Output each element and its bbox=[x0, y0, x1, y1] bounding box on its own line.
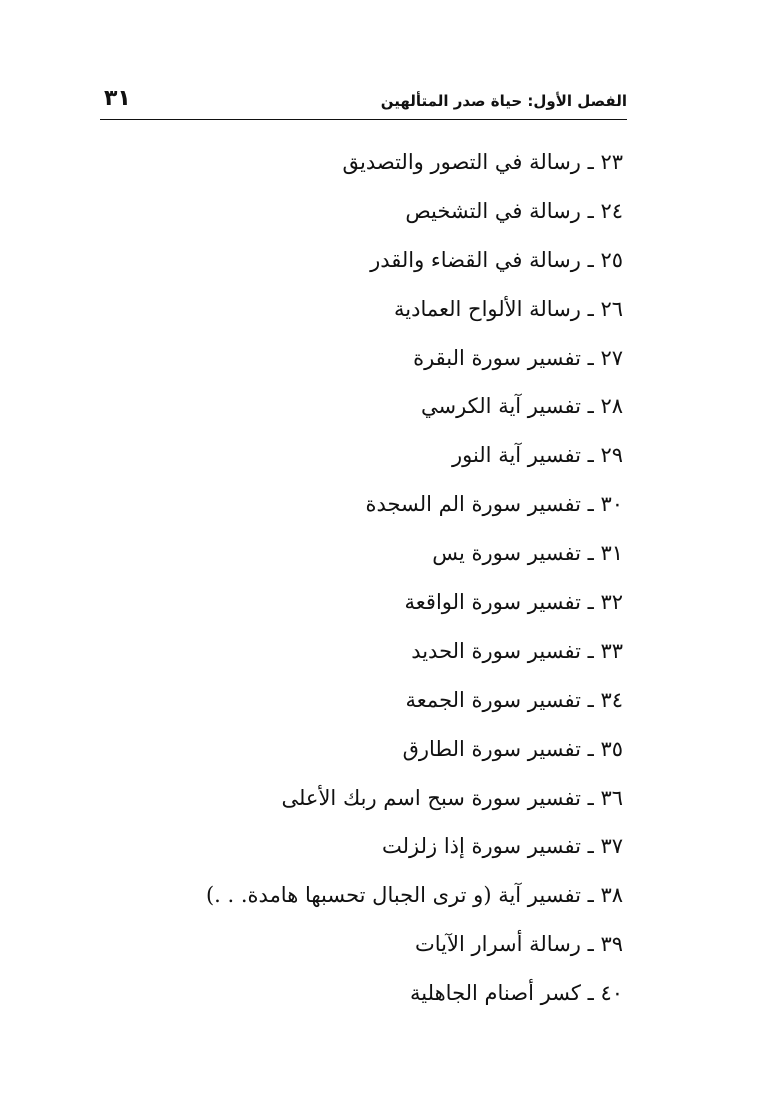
list-item: ٣٣ ـ تفسير سورة الحديد bbox=[411, 638, 623, 663]
list-item: ٢٧ ـ تفسير سورة البقرة bbox=[413, 345, 623, 370]
list-item: ٣٤ ـ تفسير سورة الجمعة bbox=[405, 687, 623, 712]
list-item: ٣٦ ـ تفسير سورة سبح اسم ربك الأعلى bbox=[281, 785, 623, 810]
list-item: ٣٨ ـ تفسير آية (و ترى الجبال تحسبها هامدة. . .) bbox=[205, 883, 623, 908]
list-item: ٣١ ـ تفسير سورة يس bbox=[432, 541, 623, 566]
chapter-title: الفصل الأول: حياة صدر المتألهين bbox=[380, 92, 627, 110]
list-item: ٣٧ ـ تفسير سورة إذا زلزلت bbox=[382, 834, 623, 859]
list-item: ٣٥ ـ تفسير سورة الطارق bbox=[402, 736, 623, 761]
list-item: ٢٣ ـ رسالة في التصور والتصديق bbox=[342, 150, 623, 174]
header-rule bbox=[100, 119, 627, 120]
list-item: ٢٨ ـ تفسير آية الكرسي bbox=[421, 394, 623, 419]
page-number: ٣١ bbox=[104, 86, 131, 111]
list-item: ٤٠ ـ كسر أصنام الجاهلية bbox=[410, 981, 623, 1006]
works-list bbox=[203, 138, 623, 1018]
list-item: ٣٩ ـ رسالة أسرار الآيات bbox=[414, 932, 623, 957]
list-item: ٢٥ ـ رسالة في القضاء والقدر bbox=[370, 247, 623, 272]
list-item: ٢٩ ـ تفسير آية النور bbox=[451, 443, 623, 468]
list-item: ٣٢ ـ تفسير سورة الواقعة bbox=[404, 590, 623, 615]
list-item: ٢٦ ـ رسالة الألواح العمادية bbox=[393, 296, 623, 321]
list-item: ٢٤ ـ رسالة في التشخيص bbox=[405, 198, 623, 223]
list-item: ٣٠ ـ تفسير سورة الم السجدة bbox=[365, 492, 623, 517]
running-header bbox=[100, 86, 627, 120]
